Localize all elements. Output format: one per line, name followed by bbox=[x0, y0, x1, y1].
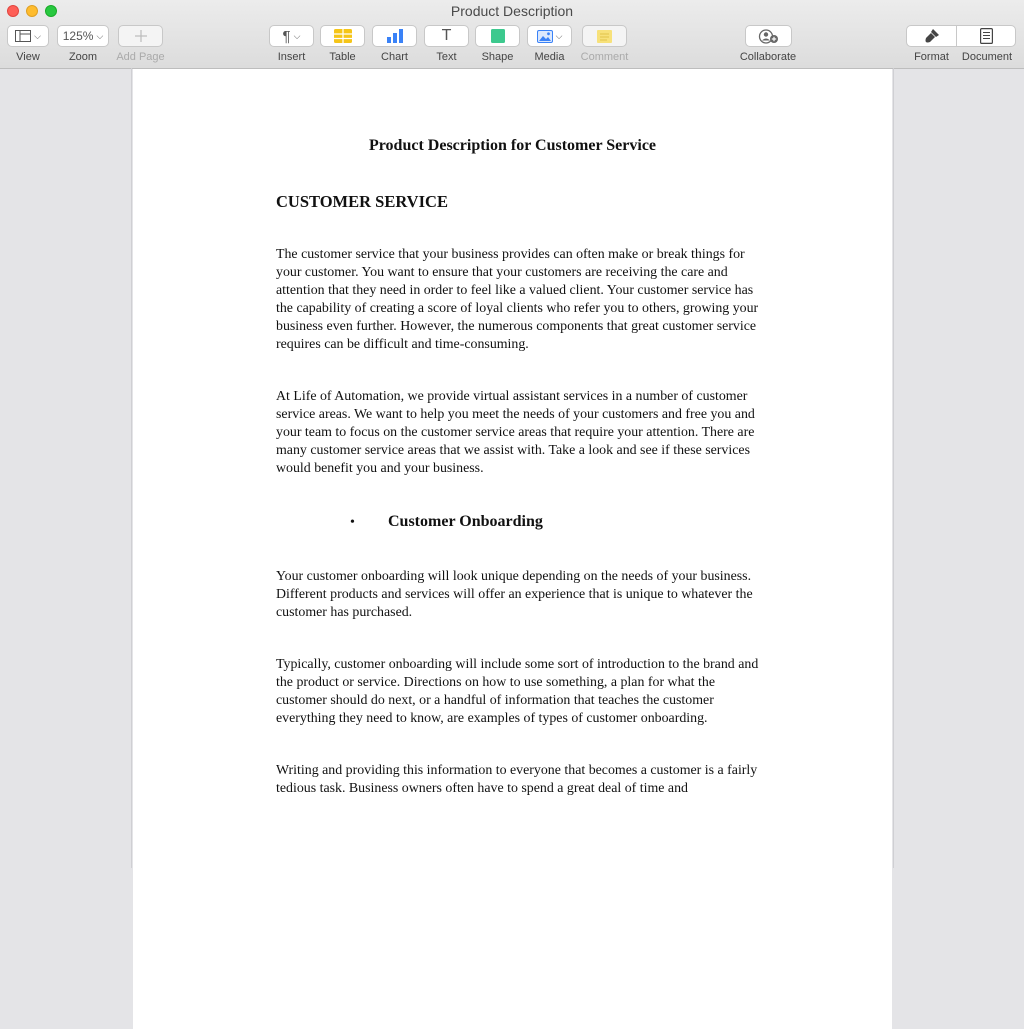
text-button[interactable] bbox=[424, 25, 469, 47]
view-button[interactable] bbox=[7, 25, 49, 47]
collaborate-icon bbox=[758, 29, 780, 44]
chevron-down-icon: ⌵ bbox=[96, 30, 104, 41]
format-label: Format bbox=[914, 51, 949, 63]
insert-button[interactable] bbox=[269, 25, 314, 47]
add-page-label: Add Page bbox=[116, 51, 165, 63]
shape-button[interactable] bbox=[475, 25, 520, 47]
bullet-heading: Customer Onboarding bbox=[388, 513, 543, 530]
chevron-down-icon: ⌵ bbox=[555, 30, 563, 41]
table-button[interactable] bbox=[320, 25, 365, 47]
add-page-button[interactable] bbox=[118, 25, 163, 47]
zoom-label: Zoom bbox=[68, 51, 98, 63]
comment-button[interactable] bbox=[582, 25, 627, 47]
chart-label: Chart bbox=[381, 51, 408, 63]
zoom-select[interactable] bbox=[57, 25, 109, 47]
table-icon bbox=[334, 29, 352, 43]
bullet-marker: • bbox=[350, 515, 355, 530]
section-heading: CUSTOMER SERVICE bbox=[276, 192, 448, 211]
zoom-value: 125% bbox=[62, 29, 94, 43]
chart-button[interactable] bbox=[372, 25, 417, 47]
comment-icon bbox=[597, 30, 612, 43]
chevron-down-icon: ⌵ bbox=[34, 30, 41, 41]
paragraph: Your customer onboarding will look unique depending on the needs of your business. Different products and services will offer an experience that is unique to whatever the customer has purchased. bbox=[276, 569, 753, 620]
sidebar-icon bbox=[15, 30, 31, 42]
paragraph: Typically, customer onboarding will include some sort of introduction to the brand and the product or service. Directions on how to use something, a plan for what the customer should do next, or a handful of information that teaches the customer everything they need to know, are examples of types of customer onboarding. bbox=[276, 657, 759, 726]
view-label: View bbox=[16, 51, 40, 63]
gutter-divider bbox=[131, 68, 132, 868]
window-title: Product Description bbox=[450, 3, 574, 19]
document-page[interactable] bbox=[133, 69, 892, 1029]
paragraph: The customer service that your business provides can often make or break things for your customer. You want to ensure that your customers are receiving the care and attention that they need in order to feel like a valued client. Your customer service has the capability of creating a score of loyal clients who refer you to others, growing your business even further. However, the numerous components that great customer service requires can be difficult and time-consuming. bbox=[276, 247, 759, 352]
gutter-divider bbox=[893, 68, 894, 868]
document-label: Document bbox=[961, 51, 1013, 63]
comment-label: Comment bbox=[580, 51, 629, 63]
paragraph: Writing and providing this information to everyone that becomes a customer is a fairly tedious task. Business owners often have to spend a great deal of time and bbox=[276, 763, 758, 796]
document-title: Product Description for Customer Service bbox=[368, 137, 657, 154]
plus-icon bbox=[135, 30, 147, 42]
shape-icon bbox=[491, 29, 505, 43]
document-icon bbox=[980, 28, 993, 44]
media-label: Media bbox=[534, 51, 565, 63]
insert-label: Insert bbox=[277, 51, 306, 63]
window-toolbar bbox=[0, 0, 1024, 69]
media-button[interactable] bbox=[527, 25, 572, 47]
document-button[interactable] bbox=[956, 25, 1016, 47]
shape-label: Shape bbox=[481, 51, 514, 63]
table-label: Table bbox=[329, 51, 356, 63]
paragraph: At Life of Automation, we provide virtual assistant services in a number of customer service areas. We want to help you meet the needs of your customers and free you and your team to focus on the customer service areas that require your attention. There are many customer service areas that we assist with. Take a look and see if these services would benefit you and your business. bbox=[276, 389, 755, 476]
collaborate-button[interactable] bbox=[745, 25, 792, 47]
format-button[interactable] bbox=[906, 25, 957, 47]
media-icon bbox=[537, 30, 553, 43]
text-icon: T bbox=[441, 27, 452, 44]
chart-icon bbox=[386, 29, 404, 43]
paintbrush-icon bbox=[924, 28, 940, 44]
paragraph-icon: ¶ bbox=[282, 27, 291, 45]
text-label: Text bbox=[436, 51, 457, 63]
chevron-down-icon: ⌵ bbox=[293, 30, 301, 41]
collaborate-label: Collaborate bbox=[739, 51, 797, 63]
